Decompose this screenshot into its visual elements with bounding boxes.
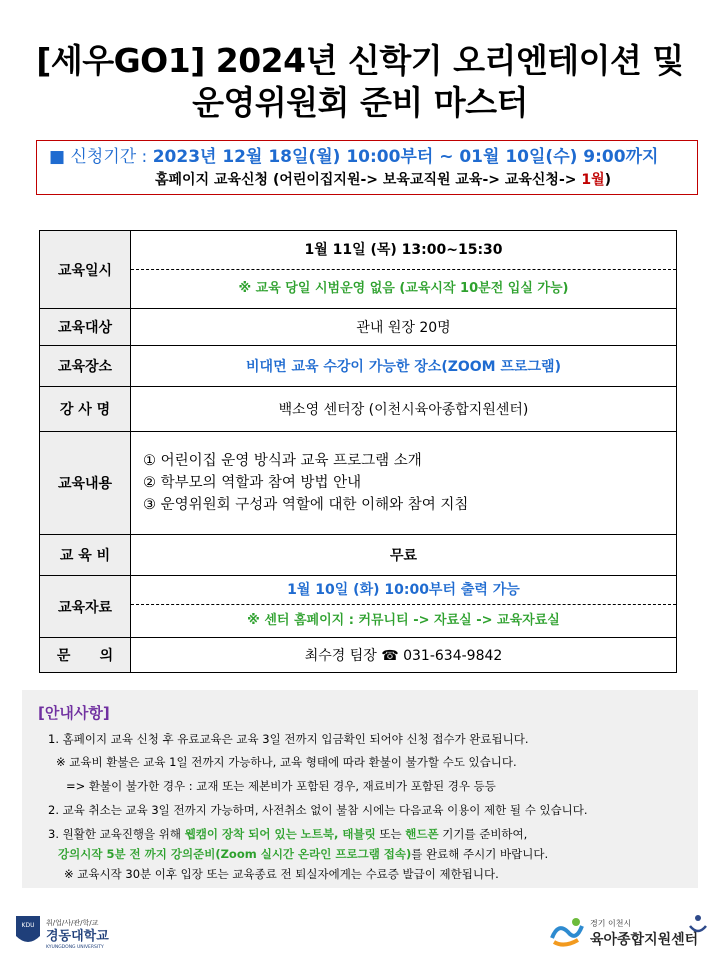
center-name: 육아종합지원센터 <box>590 932 699 948</box>
center-region-text: 경기 이천시 <box>590 919 632 928</box>
title-line-2: 운영위원회 준비 마스터 <box>192 83 528 122</box>
row-date <box>40 231 677 309</box>
notice-box <box>22 690 698 888</box>
place-value: 비대면 교육 수강이 가능한 장소(ZOOM 프로그램) <box>131 346 677 387</box>
university-shield-icon <box>14 912 124 952</box>
notice-line-1: 1. 홈페이지 교육 신청 후 유료교육은 교육 3일 전까지 입금확인 되어야 신청 접수가 완료됩니다. <box>48 732 529 746</box>
date-value: 1월 11일 (목) 13:00~15:30 <box>304 242 503 258</box>
fee-label: 교 육 비 <box>40 535 131 576</box>
row-place <box>40 346 677 387</box>
content-label: 교육내용 <box>40 432 131 535</box>
notice-line-3: => 환불이 불가한 경우 : 교재 또는 제본비가 포함된 경우, 재료비가 포함된 경우 등등 <box>66 779 496 793</box>
application-method-highlight: 1월 <box>581 172 605 188</box>
childcare-center-emblem-icon <box>548 912 713 952</box>
notice-line-5-e: 기기를 준비하여, <box>438 827 528 841</box>
notice-line-7: ※ 교육시작 30분 이후 입장 또는 교육종료 전 퇴실자에게는 수료증 발급이 제한됩니다. <box>64 867 499 881</box>
content-item-1: ① 어린이집 운영 방식과 교육 프로그램 소개 <box>143 453 422 469</box>
content-item-2: ② 학부모의 역할과 참여 방법 안내 <box>143 475 362 491</box>
lecturer-value: 백소영 센터장 (이천시육아종합지원센터) <box>131 387 677 432</box>
row-content <box>40 432 677 535</box>
course-info-table <box>39 230 677 673</box>
fee-value: 무료 <box>131 535 677 576</box>
university-name: 경동대학교 <box>46 929 109 944</box>
notice-line-5 <box>48 825 527 843</box>
square-bullet-icon: ■ <box>49 147 66 167</box>
target-label: 교육대상 <box>40 309 131 346</box>
notice-line-5-c: 또는 <box>375 827 406 841</box>
title-line-1: [세우GO1] 2024년 신학기 오리엔테이션 및 <box>36 41 684 80</box>
target-value: 관내 원장 20명 <box>131 309 677 346</box>
application-method-suffix: ) <box>604 172 612 188</box>
document-title <box>0 40 720 124</box>
application-method-prefix: 홈페이지 교육신청 (어린이집지원-> 보육교직원 교육-> 교육신청-> <box>155 172 582 188</box>
university-slogan: 취/업/사/관/학/교 <box>46 919 99 927</box>
university-badge-text: KDU <box>21 922 35 929</box>
material-label: 교육자료 <box>40 576 131 638</box>
icheon-childcare-center-logo <box>548 912 713 952</box>
material-note: ※ 센터 홈페이지 : 커뮤니티 -> 자료실 -> 교육자료실 <box>131 604 676 637</box>
notice-line-5-b: 웹캠이 장착 되어 있는 노트북, 태블릿 <box>184 827 376 841</box>
application-period-label: 신청기간 : <box>70 147 153 167</box>
row-target <box>40 309 677 346</box>
row-fee <box>40 535 677 576</box>
university-english-name: KYUNGDONG UNIVERSITY <box>46 945 104 950</box>
row-material <box>40 576 677 638</box>
notice-line-6 <box>58 845 548 863</box>
notice-line-5-a: 3. 원활한 교육진행을 위해 <box>48 827 185 841</box>
notice-line-6-b: 를 완료해 주시기 바랍니다. <box>411 847 549 861</box>
notice-title: [안내사항] <box>38 704 110 722</box>
place-label: 교육장소 <box>40 346 131 387</box>
date-note: ※ 교육 당일 시범운영 없음 (교육시작 10분전 입실 가능) <box>131 269 676 308</box>
row-contact <box>40 638 677 673</box>
notice-line-4: 2. 교육 취소는 교육 3일 전까지 가능하며, 사전취소 없이 불참 시에는 다음교육 이용이 제한 될 수 있습니다. <box>48 803 588 817</box>
notice-line-5-d: 핸드폰 <box>405 827 439 841</box>
application-period-line <box>49 145 658 169</box>
content-item-3: ③ 운영위원회 구성과 역할에 대한 이해와 참여 지침 <box>143 497 469 513</box>
application-period-value: 2023년 12월 18일(월) 10:00부터 ~ 01월 10일(수) 9:00까지 <box>152 147 659 167</box>
kyungdong-university-logo <box>14 912 124 952</box>
content-list <box>131 432 677 535</box>
material-value: 1월 10일 (화) 10:00부터 출력 가능 <box>287 582 520 598</box>
contact-value: 최수경 팀장 ☎ 031-634-9842 <box>131 638 677 673</box>
row-lecturer <box>40 387 677 432</box>
application-period-box <box>36 140 698 195</box>
notice-line-2: ※ 교육비 환불은 교육 1일 전까지 가능하나, 교육 형태에 따라 환불이 불가할 수도 있습니다. <box>56 755 517 769</box>
lecturer-label: 강 사 명 <box>40 387 131 432</box>
contact-label: 문 의 <box>40 638 131 673</box>
notice-line-6-a: 강의시작 5분 전 까지 강의준비(Zoom 실시간 온라인 프로그램 접속) <box>58 847 412 861</box>
date-label: 교육일시 <box>40 231 131 309</box>
application-method-line <box>155 169 611 191</box>
